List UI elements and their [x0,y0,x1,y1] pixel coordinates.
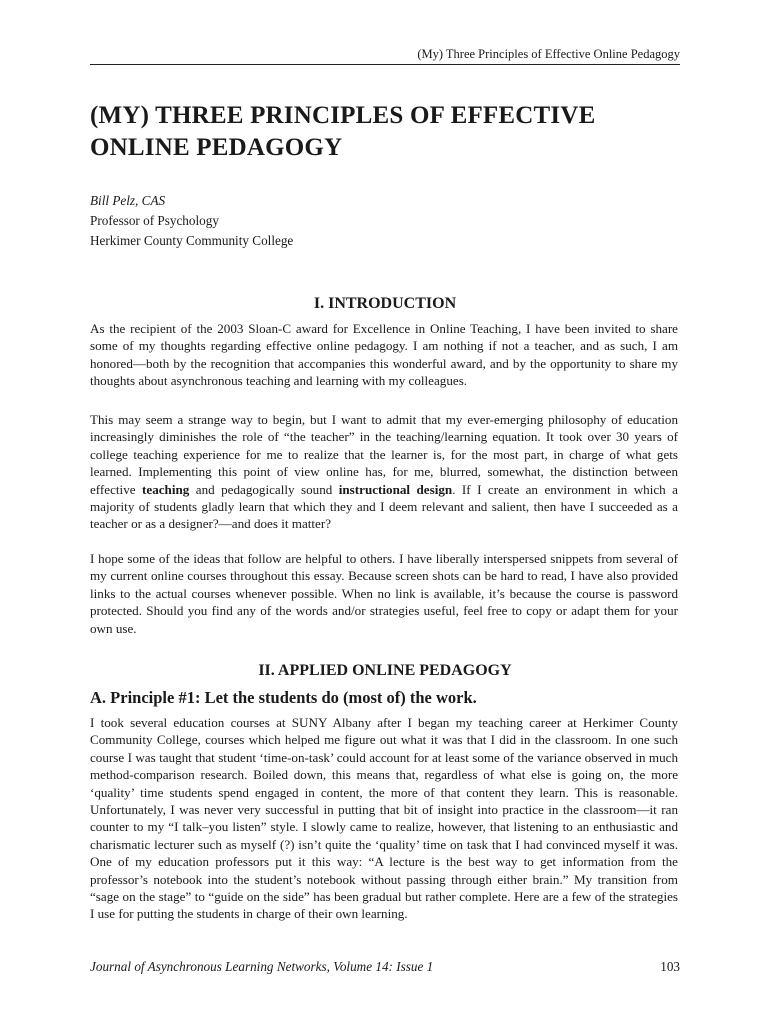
paragraph-principle-1: I took several education courses at SUNY Albany after I began my teaching career at Herkimer County Community College, courses which helped me figure out what it was that I did in the classroom. In one such course I was taught that student ‘time-on-task’ could account for at least some of the variance observed in much method-comparison research. Boiled down, this means that, regardless of what else is going on, the more ‘quality’ time students spend engaged in content, the more of that content they learn. This is reasonable. Unfortunately, I was never very successful in putting that bit of insight into practice in the classroom—it ran counter to my “I talk–you listen” style. I slowly came to realize, however, that listening to an enthusiastic and charismatic lecturer such as myself (?) isn’t quite the ‘quality’ time on task that I had convinced myself it was. One of my education professors put it this way: “A lecture is the best way to get information from the professor’s notebook into the student’s notebook without passing through either brain.” My transition from “sage on the stage” to “guide on the side” has been gradual but rather complete. Here are a few of the strategies I use for putting the students in charge of their own learning. [90,715,678,922]
author-institution: Herkimer County Community College [90,233,294,248]
paragraph-text: and pedagogically sound [189,481,339,497]
author-name: Bill Pelz, CAS [90,193,166,208]
emphasis-teaching: teaching [142,481,190,497]
subsection-heading-principle-1: A. Principle #1: Let the students do (most of) the work. [90,688,477,707]
author-position: Professor of Psychology [90,213,219,228]
running-head: (My) Three Principles of Effective Online Pedagogy [90,46,680,65]
section-heading-applied: II. APPLIED ONLINE PEDAGOGY [258,662,512,679]
section-heading-introduction: I. INTRODUCTION [313,295,457,312]
author-block [90,191,293,251]
paragraph-intro-2 [90,411,678,533]
page-number: 103 [660,959,680,974]
journal-citation: Journal of Asynchronous Learning Networks, Volume 14: Issue 1 [90,959,434,974]
article-title [90,100,690,164]
paragraph-intro-3: I hope some of the ideas that follow are helpful to others. I have liberally interspersed snippets from several of my current online courses throughout this essay. Because screen shots can be hard to read, I have also provided links to the actual courses whenever possible. When no link is available, it’s because the course is password protected. Should you find any of the words and/or strategies useful, feel free to copy or adapt them for your own use. [90,551,678,636]
emphasis-instructional-design: instructional design [338,481,453,497]
paragraph-text: . If I create an environment in which a majority of students gladly learn that which they and I deem relevant and salient, then have I succeeded as a teacher or as a designer?—and does it matter? [90,481,678,532]
paragraph-text: This may seem a strange way to begin, but I want to admit that my ever-emerging philosophy of education increasingly diminishes the role of “the teacher” in the teaching/learning equation. It took over 30 years of college teaching experience for me to realize that the learner is, for the most part, in charge of what gets learned. Implementing this point of view online has, for me, blurred, somewhat, the distinction between effective [90,412,678,497]
title-line-2: ONLINE PEDAGOGY [90,134,343,161]
paragraph-intro-1: As the recipient of the 2003 Sloan-C award for Excellence in Online Teaching, I have been invited to share some of my thoughts regarding effective online pedagogy. I am nothing if not a teacher, and as such, I am honored—both by the recognition that accompanies this wonderful award, and by the opportunity to share my thoughts about asynchronous teaching and learning with my colleagues. [90,321,678,389]
page-footer [90,958,680,975]
title-line-1: (MY) THREE PRINCIPLES OF EFFECTIVE [90,102,596,129]
